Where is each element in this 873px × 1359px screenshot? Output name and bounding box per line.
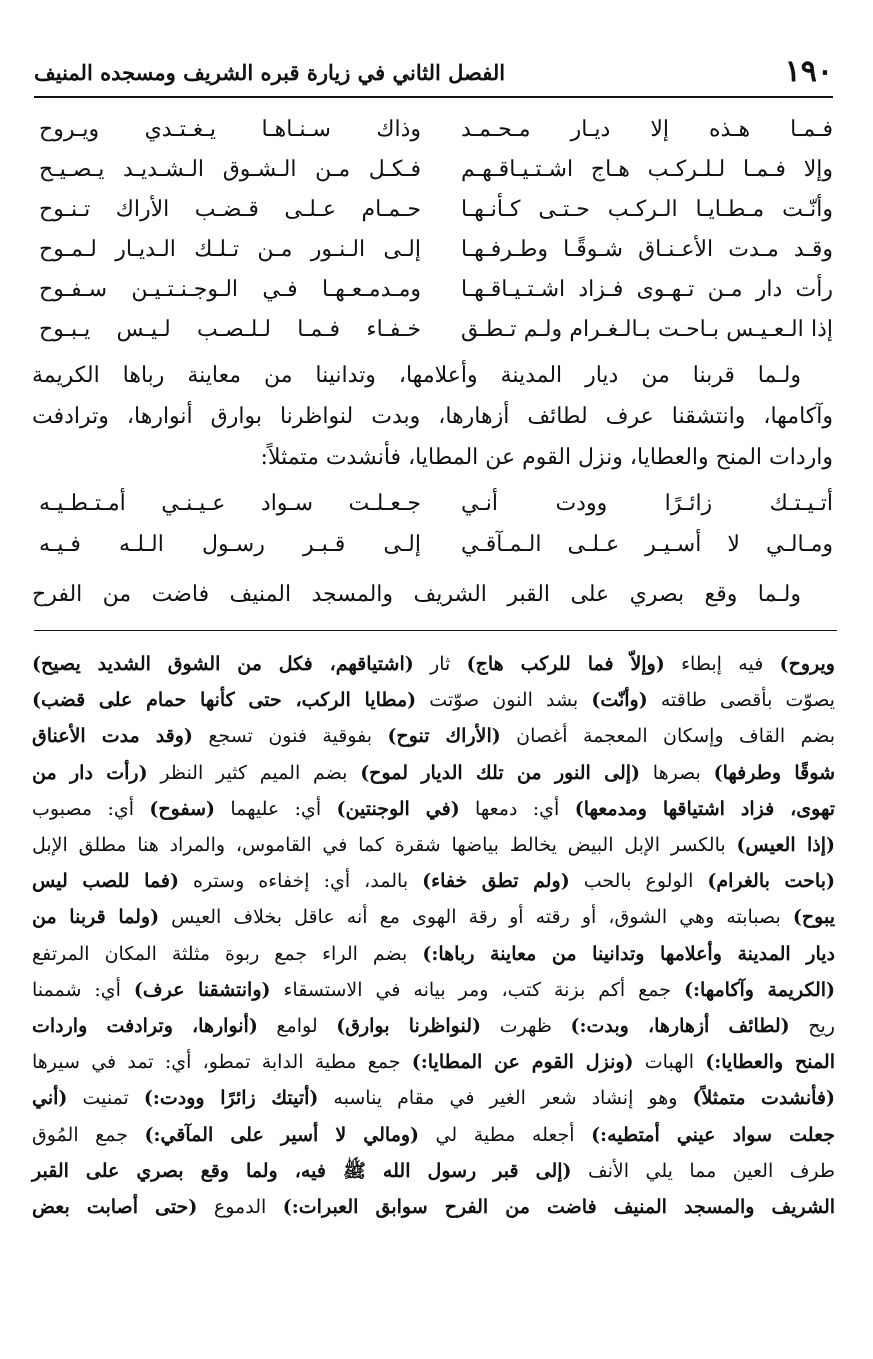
verse-line [40, 110, 833, 150]
commentary-line: (باحت بالغرام) الولوع بالحب (ولم تطق خفاء) بالمد، أي: إخفاءه وستره (فما للصب ليس [32, 870, 835, 893]
verse-first-hemistich: رأت دار مـن تـهـوى فـزاد اشـتـيـاقـهـا [461, 277, 833, 302]
verse-first-hemistich: فـمـا هـذه إلا ديـار مـحـمـد [461, 117, 833, 142]
commentary-line: بضم القاف وإسكان المعجمة أغصان (الأراك تنوح) بفوقية فنون تسجع (وقد مدت الأعناق [32, 725, 835, 748]
verse-second-hemistich: وذاك سـنـاهـا يـغـتـدي ويـروح [39, 117, 421, 142]
prose-line: وآكامها، وانتشقنا عرف لطائف أزهارها، وبدت لنواظرنا بوارق أنوارها، وترادفت [32, 404, 833, 429]
commentary-line: يبوح) بصبابته وهي الشوق، أو رقته أو رقة الهوى مع أنه عاقل بخلاف العيس (ولما قربنا من [32, 906, 835, 929]
verse-first-hemistich: ومـالـي لا أسـيـر عـلـى الـمـآقـي [461, 532, 833, 557]
verse-first-hemistich: إذا الـعـيـس بـاحـت بـالـغـرام ولـم تـطـق [461, 317, 833, 342]
commentary-line: يصوّت بأقصى طاقته (وأنّت) بشد النون صوّتت (مطايا الركب، حتى كأنها حمام على قضب) [32, 689, 835, 712]
verse-second-hemistich: جـعـلـت سـواد عـيـنـي أمـتـطـيـه [39, 491, 421, 516]
verse-second-hemistich: ومـدمـعـهـا فـي الـوجـنـتـيـن سـفـوح [39, 277, 421, 302]
commentary-line: شوقًا وطرفها) بصرها (إلى النور من تلك الديار لموح) بضم الميم كثير النظر (رأت دار من [32, 761, 835, 784]
verse-first-hemistich: وإلا فـمـا لـلـركـب هـاج اشـتـيـاقـهـم [461, 157, 833, 182]
verse-line [40, 525, 833, 565]
prose-line: واردات المنح والعطايا، ونزل القوم عن المطايا، فأنشدت متمثلاً: [260, 445, 833, 470]
verse-second-hemistich: خـفـاء فـمـا لـلـصـب لـيـس يـبـوح [39, 317, 421, 342]
verse-line [40, 230, 833, 270]
commentary-line: طرف العين مما يلي الأنف (إلى قبر رسول الله ﷺ فيه، ولما وقع بصري على القبر [32, 1159, 835, 1182]
commentary-line: ويروح) فيه إبطاء (وإلاّ فما للركب هاج) ثار (اشتياقهم، فكل من الشوق الشديد يصيح) [32, 653, 835, 675]
commentary-line: جعلت سواد عيني أمتطيه:) أجعله مطية لي (ومالي لا أسير على المآقي:) جمع المُوق [32, 1123, 835, 1146]
verse-first-hemistich: وقـد مـدت الأعـنـاق شـوقًـا وطـرفـهـا [461, 237, 833, 262]
verse-line [40, 310, 833, 350]
commentary-line: تهوى، فزاد اشتياقها ومدمعها) أي: دمعها (في الوجنتين) أي: عليهما (سفوح) أي: مصبوب [32, 797, 835, 820]
verse-first-hemistich: أتـيـتـك زائـرًا وودت أنـي [461, 491, 833, 516]
verse-second-hemistich: إلـى قـبـر رسـول الـلـه فـيـه [39, 532, 421, 557]
running-title: الفصل الثاني في زيارة قبره الشريف ومسجده المنيف [34, 60, 506, 85]
page-number: ١٩٠ [784, 54, 833, 89]
verse-second-hemistich: إلـى الـنـور مـن تـلـك الـديـار لـمـوح [39, 237, 421, 262]
commentary-line: ريح (لطائف أزهارها، وبدت:) ظهرت (لنواظرنا بوارق) لوامع (أنوارها، وترادفت واردات [32, 1015, 835, 1037]
verse-second-hemistich: حـمـام عـلـى قـضـب الأراك تـنـوح [39, 197, 421, 222]
commentary-line: الشريف والمسجد المنيف فاضت من الفرح سوابق العبرات:) الدموع (حتى أصابت بعض [32, 1196, 836, 1218]
footnote-divider [34, 630, 837, 631]
verse-line [40, 150, 833, 190]
commentary-line: ديار المدينة وأعلامها وتدانينا من معاينة رباها:) بضم الراء جمع ربوة مثلثة المكان المرتفع [32, 942, 836, 965]
commentary-line: (الكريمة وآكامها:) جمع أكم بزنة كتب، ومر بيانه في الاستسقاء (وانتشقنا عرف) أي: شممنا [32, 978, 836, 1001]
prose-line: ولـما قربنا من ديار المدينة وأعلامها، وتدانينا من معاينة رباها الكريمة [32, 363, 801, 388]
verse-line [40, 270, 833, 310]
page-header [34, 52, 833, 98]
commentary-line: المنح والعطايا:) الهبات (ونزل القوم عن المطايا:) جمع مطية الدابة تمطو، أي: تمد في سيرها [32, 1051, 836, 1074]
prose-line: ولـما وقع بصري على القبر الشريف والمسجد المنيف فاضت من الفرح [32, 582, 801, 607]
verse-second-hemistich: فـكـل مـن الـشـوق الـشـديـد يـصـيـح [39, 157, 421, 182]
verse-line [40, 484, 833, 524]
commentary-line: (فأنشدت متمثلاً) وهو إنشاد شعر الغير في مقام يناسبه (أتيتك زائرًا وودت:) تمنيت (أني [32, 1087, 835, 1110]
commentary-line: (إذا العيس) بالكسر الإبل البيض يخالط بياضها شقرة كما في القاموس، والمراد هنا مطلق الإبل [32, 834, 835, 856]
verse-first-hemistich: وأنّـت مـطـايـا الـركـب حـتـى كـأنـهـا [461, 197, 833, 222]
verse-line [40, 190, 833, 230]
